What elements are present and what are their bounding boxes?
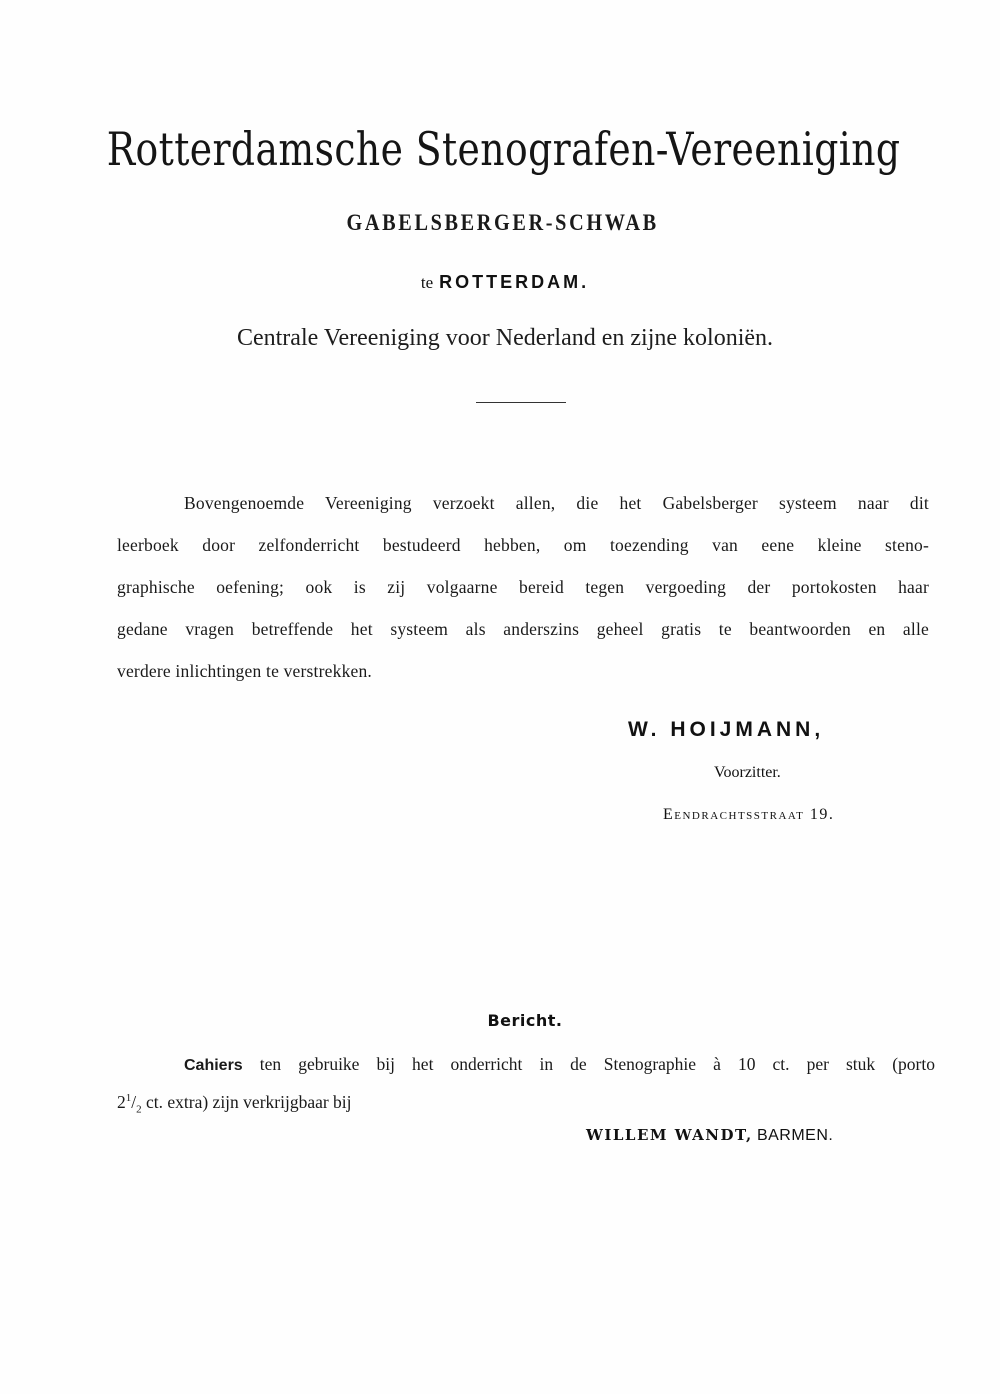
- location-line: [5, 272, 1000, 293]
- notice-line: $2^1/_2$ ct. extra) zijn verkrijgbaar bij: [117, 1091, 352, 1116]
- body-line: verdere inlichtingen te verstrekken.: [117, 661, 373, 681]
- body-paragraph: [117, 482, 929, 692]
- signer-role: Voorzitter.: [714, 764, 781, 781]
- body-line: graphische oefening; ook is zij volgaarne bereid tegen vergoeding der portokosten haar: [117, 577, 929, 597]
- notice-bold-word: Cahiers: [184, 1057, 243, 1074]
- page-title: Rotterdamsche Stenografen-Vereeniging: [106, 122, 901, 176]
- body-line: Bovengenoemde Vereeniging verzoekt allen, die het Gabelsberger systeem naar dit: [184, 493, 929, 513]
- location-city: ROTTERDAM.: [439, 272, 590, 292]
- vendor-line: [586, 1125, 833, 1145]
- section-divider: [476, 402, 566, 403]
- notice-paragraph: [117, 1047, 935, 1115]
- fraction-numerator: 1: [125, 1092, 132, 1104]
- fraction-whole: 2: [117, 1091, 126, 1112]
- body-line: leerboek door zelfonderricht bestudeerd hebben, om toezending van eene kleine steno-: [117, 535, 929, 555]
- signer-name: W. HOIJMANN,: [628, 718, 825, 741]
- signer-address: Eendrachtsstraat 19.: [663, 806, 835, 823]
- vendor-city: BARMEN.: [756, 1127, 834, 1144]
- vendor-name: WILLEM WANDT,: [586, 1126, 753, 1144]
- notice-line-1-text: ten gebruike bij het onderricht in de Stenographie à 10 ct. per stuk (porto: [259, 1054, 936, 1074]
- notice-heading: Bericht.: [487, 1011, 563, 1030]
- page-subtitle: GABELSBERGER-SCHWAB: [346, 210, 659, 235]
- notice-line: [117, 1047, 935, 1081]
- central-association-line: Centrale Vereeniging voor Nederland en zijne koloniën.: [236, 325, 774, 351]
- location-prefix: te: [420, 273, 434, 292]
- body-line: gedane vragen betreffende het systeem als anderszins geheel gratis te beantwoorden en alle: [117, 619, 929, 639]
- fraction-denominator: 2: [136, 1103, 142, 1116]
- notice-line-2-text: ct. extra) zijn verkrijgbaar bij: [146, 1091, 352, 1112]
